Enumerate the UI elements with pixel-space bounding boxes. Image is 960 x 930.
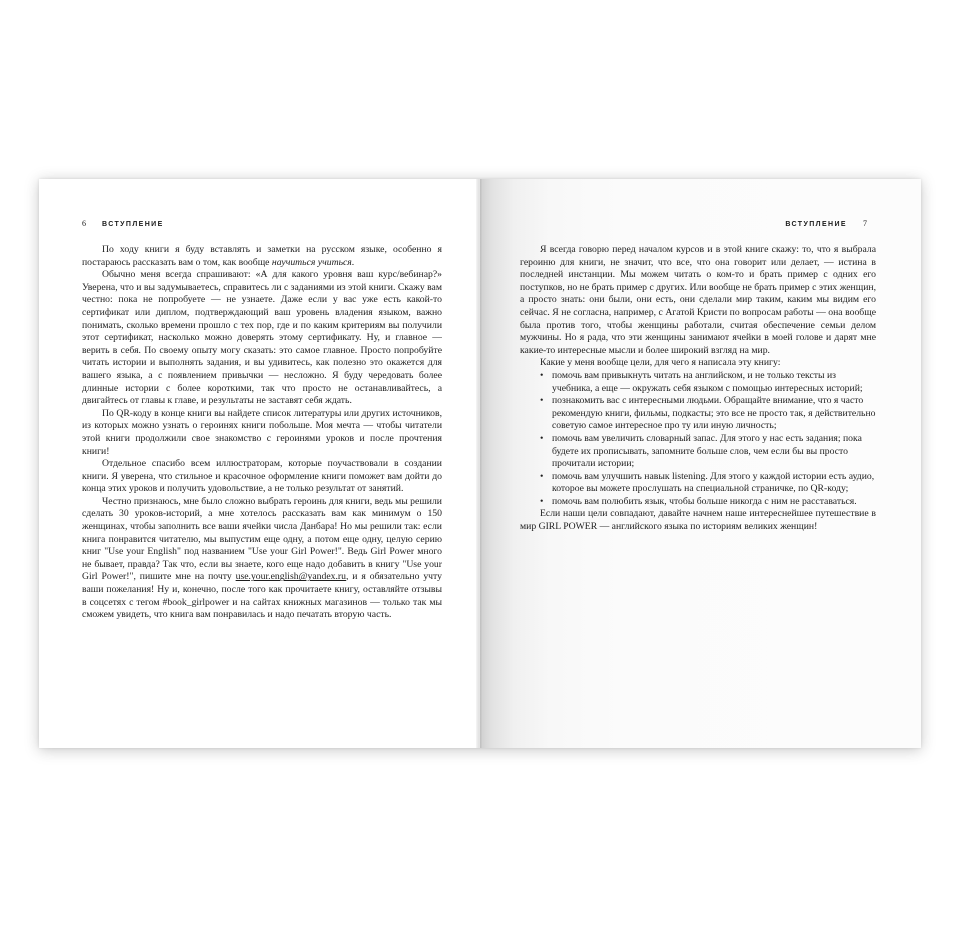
bullet-icon: • (540, 470, 544, 482)
list-item (520, 370, 876, 395)
list-item (520, 496, 876, 509)
paragraph (82, 496, 442, 622)
right-page (480, 179, 921, 748)
list-item-text: помочь вам улучшить навык listening. Для этого у каждой истории есть аудио, которое вы можете прослушать на специальной страничке, по QR-коду; (552, 470, 875, 495)
paragraph: Отдельное спасибо всем иллюстраторам, которые поучаствовали в создании книги. Я уверена, что стильное и красочное оформление книги поможет вам дойти до конца этих уроков и получить удовольствие, а не только результат от занятий. (82, 458, 442, 495)
bullet-icon: • (540, 495, 544, 507)
left-body-text (82, 244, 442, 622)
paragraph-text: . (351, 256, 355, 268)
paragraph: Обычно меня всегда спрашивают: «А для какого уровня ваш курс/вебинар?» Уверена, что и вы задумываетесь, справитесь ли с заданиями из этой книги. Скажу вам честно: пока не попробуете — не узнаете. Даже если у вас уже есть какой-то сертификат или диплом, подтверждающий ваш уровень владения языком, важно понимать, сколько времени прошло с тех пор, где и по каким критериям вы получили этот сертификат, насколько можно доверять этому сертификату. Ну, и главное — верить в себя. По своему опыту могу сказать: это самое главное. Просто попробуйте читать истории и выполнять задания, и вы удивитесь, как полезно это окажется для вашего языка, а с появлением привычки — несложно. Я буду чередовать более длинные истории с более короткими, так что просто не останавливайтесь, а двигайтесь от главы к главе, и результаты не заставят себя ждать. (82, 269, 442, 407)
goals-list (520, 370, 876, 509)
bullet-icon: • (540, 395, 544, 407)
right-running-head (785, 219, 867, 228)
list-item-text: помочь вам полюбить язык, чтобы больше никогда с ним не расставаться. (552, 495, 857, 507)
goals-lead: Какие у меня вообще цели, для чего я написала эту книгу: (540, 357, 781, 369)
paragraph-text: По ходу книги я буду вставлять и заметки на русском языке, особенно я постараюсь рассказать вам о том, как вообще (82, 244, 442, 268)
paragraph: По QR-коду в конце книги вы найдете список литературы или других источников, из которых можно узнать о героинях книги побольше. Моя мечта — чтобы читатели этой книги продолжили свое знакомство с героинями уроков и после прочтения книги! (82, 407, 442, 457)
paragraph-text: Честно признаюсь, мне было сложно выбрать героинь для книги, ведь мы решили сделать 30 уроков-историй, а мне хотелось рассказать вам как минимум о 150 женщинах, чтобы заполнить все ваши ячейки числа Данбара! Но мы решили так: если книга понравится читателю, мы выпустим еще одну, а потом еще одну, целую серию книг "Use your English" под названием "Use your Girl Power!". Ведь Girl Power много не бывает, правда? Так что, если вы знаете, кого еще надо добавить в книгу "Use your Girl Power!", пишите мне на почту (82, 495, 442, 583)
bullet-icon: • (540, 369, 544, 381)
list-item (520, 471, 876, 496)
paragraph (82, 244, 442, 269)
list-item (520, 395, 876, 433)
book-spread (39, 179, 921, 748)
right-page-number: 7 (863, 219, 867, 228)
paragraph-text: , и я обязательно учту ваши пожелания! Ну и, конечно, после того как прочитаете книгу, оставляйте отзывы в соцсетях с тегом #book_girlpower и на сайтах книжных магазинов — только так мы сможем увидеть, что книга вам понравилась и надо печатать вторую часть. (82, 571, 442, 621)
right-body-text (520, 244, 876, 534)
paragraph: Я всегда говорю перед началом курсов и в этой книге скажу: то, что я выбрала героиню для книги, не значит, что все, что она говорит или делает, — истина в последней инстанции. Мы можем читать о ком-то и брать пример с одних его поступков, но не брать пример с других. Или вообще не брать пример с этих женщин, а просто знать: они были, они есть, они сделали мир таким, каким мы видим его сейчас. Я не согласна, например, с Агатой Кристи по вопросам работы — она вообще была против того, чтобы женщины работали, считая обеспечение семьи делом мужчины. Но я рада, что эти женщины занимают ячейки в моей голове и дарят мне какие-то интересные мысли и более широкий взгляд на мир. (520, 244, 876, 356)
bullet-icon: • (540, 432, 544, 444)
left-page-number: 6 (82, 219, 86, 228)
list-item-text: помочь вам привыкнуть читать на английском, и не только тексты из учебника, а еще — окружать себя языком с помощью интересных историй; (552, 369, 863, 394)
paragraph: Если наши цели совпадают, давайте начнем наше интереснейшее путешествие в мир GIRL POWER — английского языка по историям великих женщин! (520, 508, 876, 533)
right-chapter-title: ВСТУПЛЕНИЕ (785, 221, 847, 228)
left-chapter-title: ВСТУПЛЕНИЕ (102, 221, 164, 228)
list-item-text: помочь вам увеличить словарный запас. Для этого у нас есть задания; пока будете их прописывать, запомните больше слов, чем если бы вы просто прочитали истории; (552, 432, 862, 470)
list-item-text: познакомить вас с интересными людьми. Обращайте внимание, что я часто рекомендую книги, фильмы, подкасты; это все не просто так, я действительно советую самое интересное про ту или иную личность; (552, 395, 876, 432)
list-item (520, 433, 876, 471)
email-link[interactable]: use.your.english@yandex.ru (235, 571, 346, 583)
left-page (39, 179, 480, 748)
book-gutter (476, 179, 482, 748)
left-running-head (82, 219, 164, 228)
emphasized-phrase: научиться учиться (271, 256, 352, 268)
